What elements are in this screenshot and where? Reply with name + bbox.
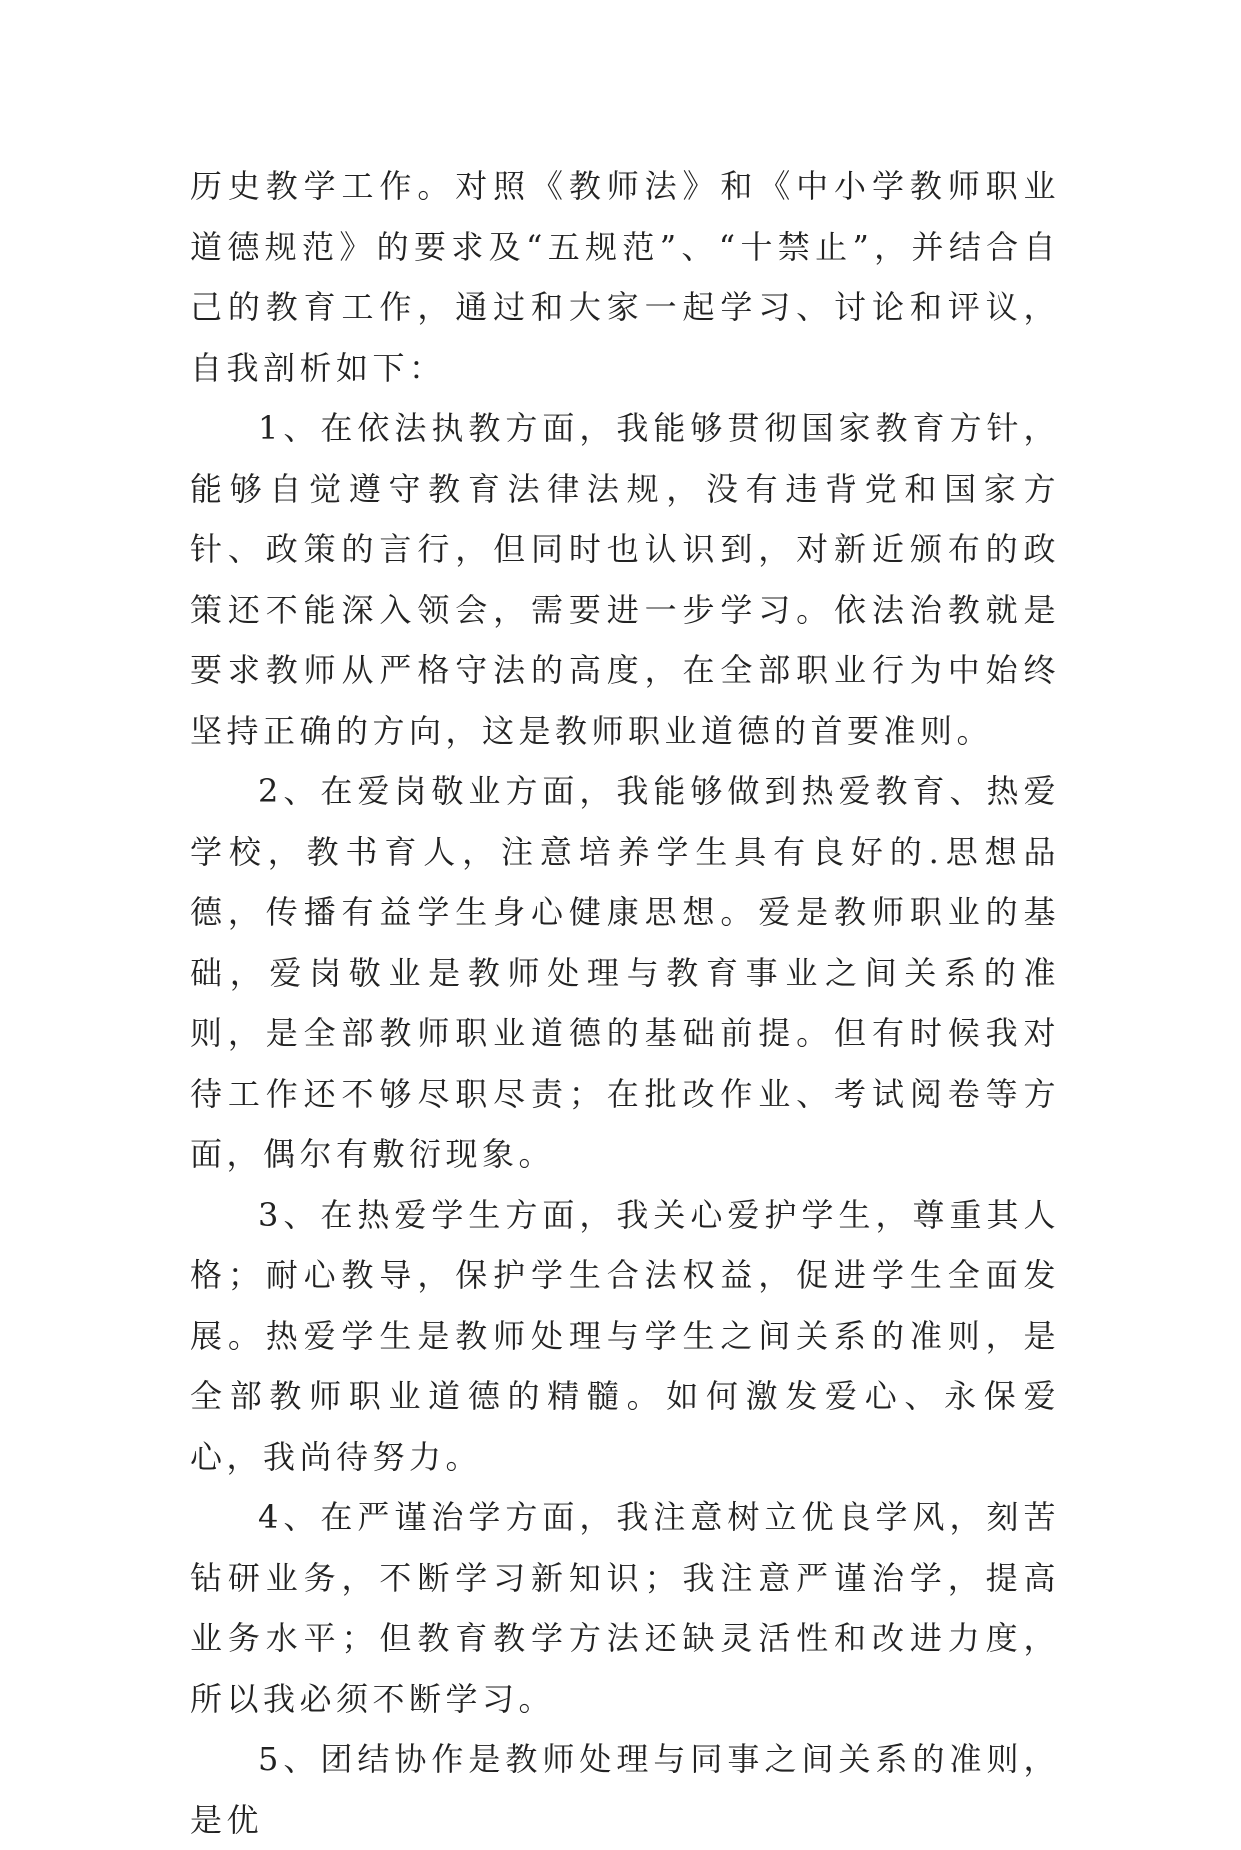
paragraph-item-1: 1、在依法执教方面，我能够贯彻国家教育方针，能够自觉遵守教育法律法规，没有违背党和国家方针、政策的言行，但同时也认识到，对新近颁布的政策还不能深入领会，需要进一步学习。依法治教就是要求教师从严格守法的高度，在全部职业行为中始终坚持正确的方向，这是教师职业道德的首要准则。 — [190, 409, 1060, 750]
paragraph-item-4: 4、在严谨治学方面，我注意树立优良学风，刻苦钻研业务，不断学习新知识；我注意严谨治学，提高业务水平；但教育教学方法还缺灵活性和改进力度，所以我必须不断学习。 — [190, 1498, 1060, 1718]
paragraph-item-5: 5、团结协作是教师处理与同事之间关系的准则，是优 — [190, 1740, 1060, 1839]
paragraph-item-2: 2、在爱岗敬业方面，我能够做到热爱教育、热爱学校，教书育人，注意培养学生具有良好的.思想品德，传播有益学生身心健康思想。爱是教师职业的基础，爱岗敬业是教师处理与教育事业之间关系的准则，是全部教师职业道德的基础前提。但有时候我对待工作还不够尽职尽责；在批改作业、考试阅卷等方面，偶尔有敷衍现象。 — [190, 772, 1060, 1173]
paragraph-item-3: 3、在热爱学生方面，我关心爱护学生，尊重其人格；耐心教导，保护学生合法权益，促进学生全面发展。热爱学生是教师处理与学生之间关系的准则，是全部教师职业道德的精髓。如何激发爱心、永保爱心，我尚待努力。 — [190, 1195, 1060, 1476]
document-body — [190, 156, 1060, 1850]
paragraph-intro: 历史教学工作。对照《教师法》和《中小学教师职业道德规范》的要求及“五规范”、“十禁止”，并结合自己的教育工作，通过和大家一起学习、讨论和评议，自我剖析如下： — [190, 167, 1060, 387]
